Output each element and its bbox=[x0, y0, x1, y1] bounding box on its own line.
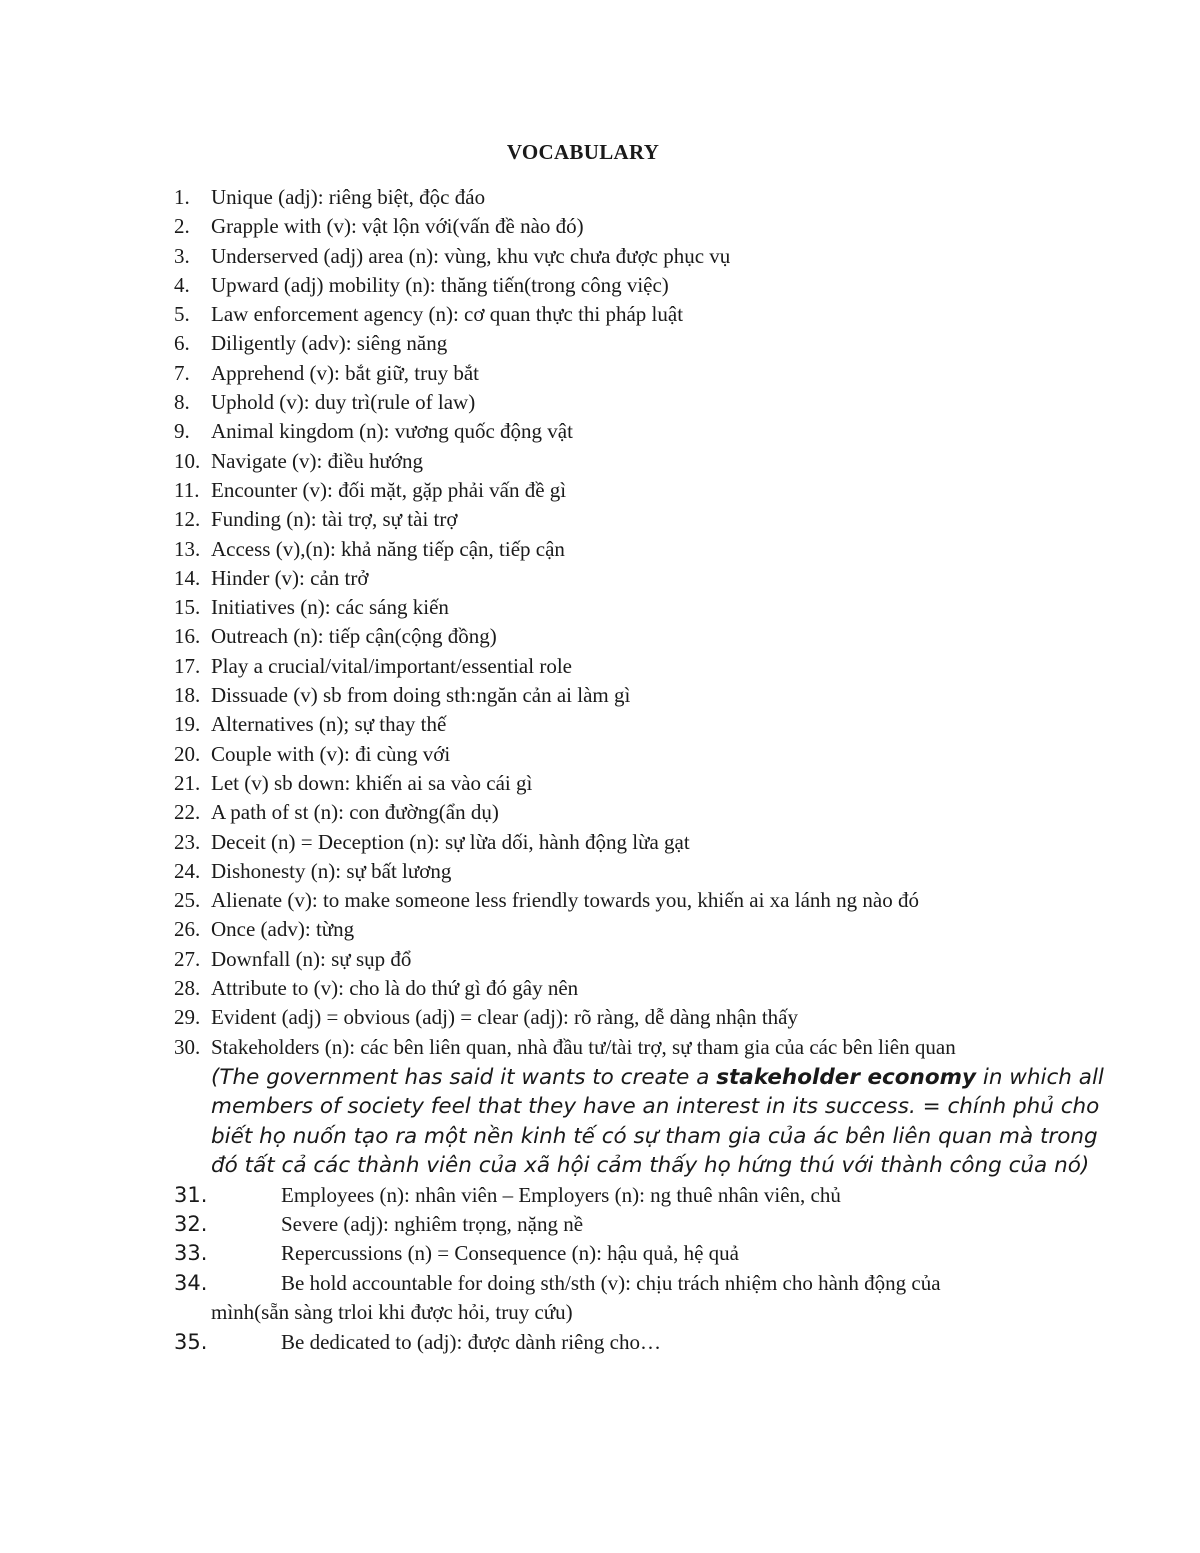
example-sentence bbox=[211, 1062, 1111, 1181]
list-item bbox=[174, 1181, 1164, 1210]
item-text: Alienate (v): to make someone less friendly towards you, khiến ai xa lánh ng nào đó bbox=[211, 888, 919, 913]
item-text: Initiatives (n): các sáng kiến bbox=[211, 595, 449, 620]
item-text: Attribute to (v): cho là do thứ gì đó gây nên bbox=[211, 976, 579, 1001]
list-item bbox=[174, 242, 1164, 271]
item-text: Outreach (n): tiếp cận(cộng đồng) bbox=[211, 624, 497, 649]
item-text: Diligently (adv): siêng năng bbox=[211, 331, 448, 356]
example-bold-term: stakeholder economy bbox=[716, 1064, 977, 1090]
item-number: 7. bbox=[174, 360, 190, 385]
list-item bbox=[174, 681, 1164, 710]
list-item bbox=[174, 1210, 1164, 1239]
item-number: 20. bbox=[174, 741, 201, 766]
list-item bbox=[174, 828, 1164, 857]
example-translation: = chính phủ cho biết họ nuốn tạo ra một nền kinh tế có sự tham gia của ác bên liên quan mà trong đó tất cả các thành viên của xã hội cảm thấy họ hứng thú với thành công của nó) bbox=[211, 1094, 1100, 1179]
list-item bbox=[174, 857, 1164, 886]
item-number: 16. bbox=[174, 624, 201, 649]
item-number: 17. bbox=[174, 653, 201, 678]
item-text: Deceit (n) = Deception (n): sự lừa dối, hành động lừa gạt bbox=[211, 829, 690, 854]
item-text: Grapple with (v): vật lộn với(vấn đề nào đó) bbox=[211, 214, 584, 239]
item-text: Evident (adj) = obvious (adj) = clear (adj): rõ ràng, dễ dàng nhận thấy bbox=[211, 1005, 798, 1030]
item-number: 23. bbox=[174, 829, 201, 854]
item-number: 26. bbox=[174, 917, 201, 942]
list-item bbox=[174, 300, 1164, 329]
item-number: 15. bbox=[174, 595, 201, 620]
list-item bbox=[174, 183, 1164, 212]
item-text: Be hold accountable for doing sth/sth (v): chịu trách nhiệm cho hành động của bbox=[281, 1270, 941, 1295]
item-text: Uphold (v): duy trì(rule of law) bbox=[211, 390, 476, 415]
item-text: Employees (n): nhân viên – Employers (n): ng thuê nhân viên, chủ bbox=[281, 1182, 841, 1207]
item-text: Funding (n): tài trợ, sự tài trợ bbox=[211, 507, 458, 532]
list-item bbox=[174, 359, 1164, 388]
item-text: Once (adv): từng bbox=[211, 917, 355, 942]
item-number: 21. bbox=[174, 770, 201, 795]
item-text: A path of st (n): con đường(ẩn dụ) bbox=[211, 800, 499, 825]
list-item bbox=[174, 915, 1164, 944]
item-number: 14. bbox=[174, 565, 201, 590]
item-number: 32. bbox=[174, 1211, 208, 1236]
list-item bbox=[174, 1269, 1164, 1328]
item-number: 8. bbox=[174, 390, 190, 415]
item-text: Encounter (v): đối mặt, gặp phải vấn đề gì bbox=[211, 477, 567, 502]
item-number: 3. bbox=[174, 243, 190, 268]
list-item bbox=[174, 271, 1164, 300]
list-item bbox=[174, 329, 1164, 358]
item-text: Let (v) sb down: khiến ai sa vào cái gì bbox=[211, 770, 533, 795]
item-text-continued: mình(sẵn sàng trloi khi được hỏi, truy cứu) bbox=[211, 1300, 573, 1325]
item-number: 28. bbox=[174, 976, 201, 1001]
list-item bbox=[174, 1003, 1164, 1032]
item-text: Access (v),(n): khả năng tiếp cận, tiếp cận bbox=[211, 536, 565, 561]
item-number: 25. bbox=[174, 888, 201, 913]
item-number: 1. bbox=[174, 185, 190, 209]
example-text-2: in which all members of society feel that they have an interest in its success. bbox=[211, 1064, 1104, 1120]
list-item bbox=[174, 505, 1164, 534]
item-number: 31. bbox=[174, 1182, 208, 1207]
item-text: Underserved (adj) area (n): vùng, khu vực chưa được phục vụ bbox=[211, 243, 731, 268]
item-number: 13. bbox=[174, 536, 201, 561]
list-item bbox=[174, 1033, 1164, 1062]
list-item bbox=[174, 417, 1164, 446]
item-text: Dissuade (v) sb from doing sth:ngăn cản ai làm gì bbox=[211, 683, 631, 708]
list-item bbox=[174, 798, 1164, 827]
list-item bbox=[174, 740, 1164, 769]
item-number: 22. bbox=[174, 800, 201, 825]
item-text: Alternatives (n); sự thay thế bbox=[211, 712, 447, 737]
item-number: 19. bbox=[174, 712, 201, 737]
list-item bbox=[174, 212, 1164, 241]
list-item bbox=[174, 945, 1164, 974]
item-number: 33. bbox=[174, 1241, 208, 1266]
item-number: 35. bbox=[174, 1329, 208, 1354]
item-number: 6. bbox=[174, 331, 190, 356]
list-item bbox=[174, 769, 1164, 798]
list-item bbox=[174, 476, 1164, 505]
list-item bbox=[174, 447, 1164, 476]
item-text: Animal kingdom (n): vương quốc động vật bbox=[211, 419, 573, 444]
list-item bbox=[174, 974, 1164, 1003]
item-number: 29. bbox=[174, 1005, 201, 1030]
item-text: Severe (adj): nghiêm trọng, nặng nề bbox=[281, 1211, 584, 1236]
list-item bbox=[174, 564, 1164, 593]
list-item bbox=[174, 388, 1164, 417]
list-item bbox=[174, 710, 1164, 739]
item-number: 2. bbox=[174, 214, 190, 239]
list-item bbox=[174, 622, 1164, 651]
example-text-1: (The government has said it wants to create a bbox=[211, 1064, 717, 1090]
item-number: 11. bbox=[174, 477, 200, 502]
item-text: Stakeholders (n): các bên liên quan, nhà đầu tư/tài trợ, sự tham gia của các bên liên quan bbox=[211, 1034, 956, 1059]
page-title: VOCABULARY bbox=[506, 140, 660, 164]
list-item bbox=[174, 886, 1164, 915]
list-item bbox=[174, 1239, 1164, 1268]
vocabulary-list bbox=[174, 183, 1164, 1357]
item-number: 5. bbox=[174, 302, 190, 327]
item-text: Downfall (n): sự sụp đổ bbox=[211, 946, 412, 971]
item-number: 4. bbox=[174, 272, 190, 297]
item-text: Hinder (v): cản trở bbox=[211, 565, 369, 590]
item-number: 30. bbox=[174, 1034, 201, 1059]
item-text: Be dedicated to (adj): được dành riêng cho… bbox=[281, 1329, 661, 1354]
item-number: 9. bbox=[174, 419, 190, 444]
item-number: 12. bbox=[174, 507, 201, 532]
item-number: 18. bbox=[174, 683, 201, 708]
item-number: 34. bbox=[174, 1270, 208, 1295]
list-item bbox=[174, 593, 1164, 622]
item-text: Dishonesty (n): sự bất lương bbox=[211, 858, 452, 883]
item-text: Upward (adj) mobility (n): thăng tiến(trong công việc) bbox=[211, 272, 669, 297]
item-text: Play a crucial/vital/important/essential role bbox=[211, 653, 572, 678]
item-text: Navigate (v): điều hướng bbox=[211, 448, 424, 473]
item-number: 10. bbox=[174, 448, 201, 473]
item-number: 24. bbox=[174, 858, 201, 883]
list-item bbox=[174, 535, 1164, 564]
item-text: Apprehend (v): bắt giữ, truy bắt bbox=[211, 360, 479, 385]
list-item bbox=[174, 652, 1164, 681]
item-text: Repercussions (n) = Consequence (n): hậu quả, hệ quả bbox=[281, 1241, 739, 1266]
item-text: Couple with (v): đi cùng với bbox=[211, 741, 451, 766]
item-text: Unique (adj): riêng biệt, độc đáo bbox=[211, 185, 486, 209]
list-item bbox=[174, 1328, 1164, 1357]
item-text: Law enforcement agency (n): cơ quan thực thi pháp luật bbox=[211, 302, 684, 327]
item-number: 27. bbox=[174, 946, 201, 971]
